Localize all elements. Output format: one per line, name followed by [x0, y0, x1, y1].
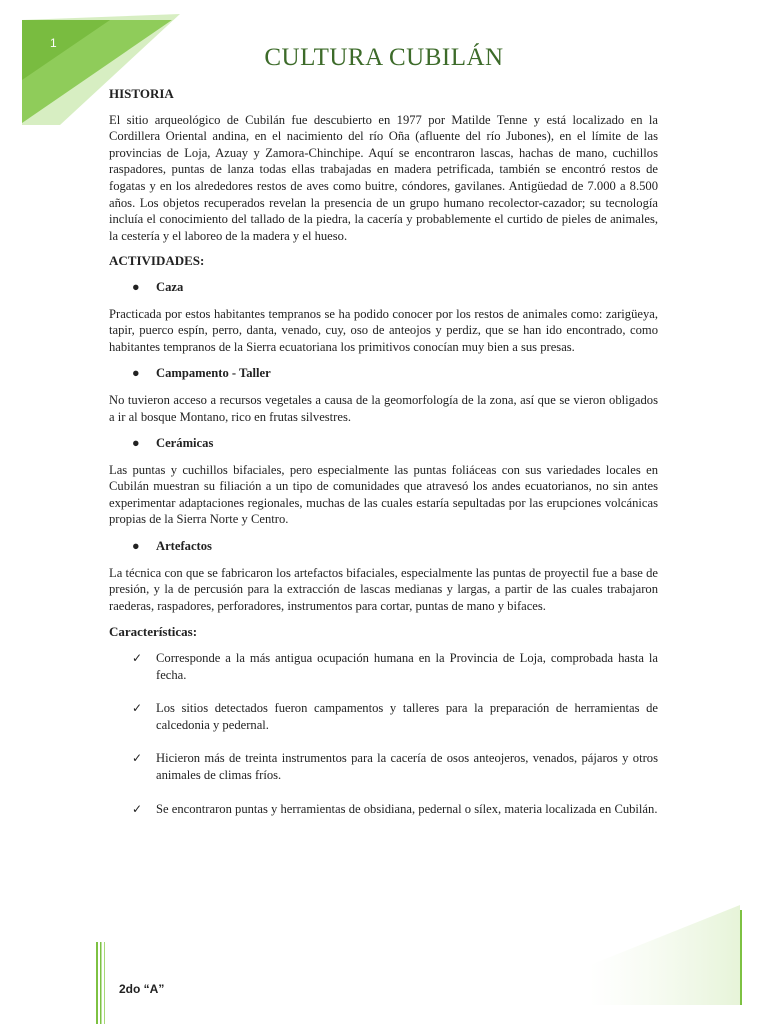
bullet-dot-icon: ● — [132, 279, 140, 294]
characteristic-item — [109, 801, 658, 818]
document-body — [109, 86, 658, 817]
activity-text-artefactos: La técnica con que se fabricaron los artefactos bifaciales, especialmente las puntas de proyectil fue a base de presión, y la de percusión para la extracción de lascas medianas y largas, a partir de las cuales trabajaron raederas, raspadores, perforadores, instrumentos para cortar, puntas de mano y bifaces. — [109, 565, 658, 613]
right-corner-decoration — [590, 905, 750, 1005]
characteristic-text: Se encontraron puntas y herramientas de obsidiana, pedernal o sílex, materia localizada en Cubilán. — [156, 801, 658, 816]
bullet-dot-icon: ● — [132, 436, 140, 451]
document-title: CULTURA CUBILÁN — [264, 44, 504, 71]
caracteristicas-heading: Características: — [109, 624, 198, 640]
activity-title: Caza — [156, 279, 184, 294]
activity-text-campamento: No tuvieron acceso a recursos vegetales a causa de la geomorfología de la zona, así que se vieron obligados a ir al bosque Montano, rico en frutas silvestres. — [109, 392, 658, 424]
activity-text-caza: Practicada por estos habitantes tempranos se ha podido conocer por los restos de animales como: zarigüeya, tapir, puerco espín, perro, danta, venado, cuy, oso de anteojos y perdiz, que se han ido encontrado, como habitantes tempranos de la Sierra ecuatoriana los primitivos conocían muy bien a sus presas. — [109, 306, 658, 354]
footer-class-label: 2do “A” — [119, 982, 165, 996]
characteristic-item — [109, 700, 658, 733]
checkmark-icon: ✓ — [132, 651, 143, 666]
characteristic-text: Los sitios detectados fueron campamentos y talleres para la preparación de herramientas de calcedonia y pedernal. — [156, 701, 658, 732]
bullet-dot-icon: ● — [132, 366, 140, 381]
activity-heading-artefactos — [109, 538, 658, 555]
characteristic-item — [109, 750, 658, 783]
page-number: 1 — [50, 36, 57, 50]
checkmark-icon: ✓ — [132, 701, 143, 716]
activity-text-ceramicas: Las puntas y cuchillos bifaciales, pero especialmente las puntas foliáceas con sus variedades locales en Cubilán muestran su filiación a un tipo de comunidades que atravesó los andes ecuatorianos, no sin antes experimentar adaptaciones regionales, muchas de las cuales estaría sepultadas por las erupciones volcánicas propias de la Sierra Norte y Centro. — [109, 462, 658, 527]
characteristic-text: Hicieron más de treinta instrumentos para la cacería de osos anteojeros, venados, pájaros y otros animales de climas fríos. — [156, 751, 658, 782]
activity-heading-ceramicas — [109, 435, 658, 452]
activity-title: Cerámicas — [156, 436, 214, 451]
characteristic-item — [109, 650, 658, 683]
activity-heading-campamento — [109, 365, 658, 382]
activity-title: Artefactos — [156, 539, 212, 554]
activity-heading-caza — [109, 279, 658, 296]
activity-title: Campamento - Taller — [156, 366, 271, 381]
checkmark-icon: ✓ — [132, 801, 143, 816]
checkmark-icon: ✓ — [132, 751, 143, 766]
historia-text: El sitio arqueológico de Cubilán fue descubierto en 1977 por Matilde Tenne y está localizado en la Cordillera Oriental andina, en el nacimiento del río Oña (afluente del río Jubones), en el límite de las provincias de Loja, Azuay y Zamora-Chinchipe. Aquí se encontraron lascas, hachas de mano, cuchillos raspadores, puntas de lanza todas ellas trabajadas en madera petrificada, también se encontró restos de fogatas y en los alrededores restos de aves como buitre, cóndores, gavilanes. Antigüedad de 7.000 a 8.500 años. Los objetos recuperados revelan la presencia de un grupo humano recolector-cazador; su tecnología incluía el conocimiento del tallado de la piedra, la cacería y probablemente el curtido de pieles de animales, la cestería y el laboreo de la madera y el hueso. — [109, 112, 658, 243]
bullet-dot-icon: ● — [132, 539, 140, 554]
characteristic-text: Corresponde a la más antigua ocupación humana en la Provincia de Loja, comprobada hasta la fecha. — [156, 651, 658, 682]
historia-heading: HISTORIA — [109, 86, 174, 101]
footer-vertical-lines — [96, 942, 110, 1024]
actividades-heading: ACTIVIDADES: — [109, 253, 205, 269]
